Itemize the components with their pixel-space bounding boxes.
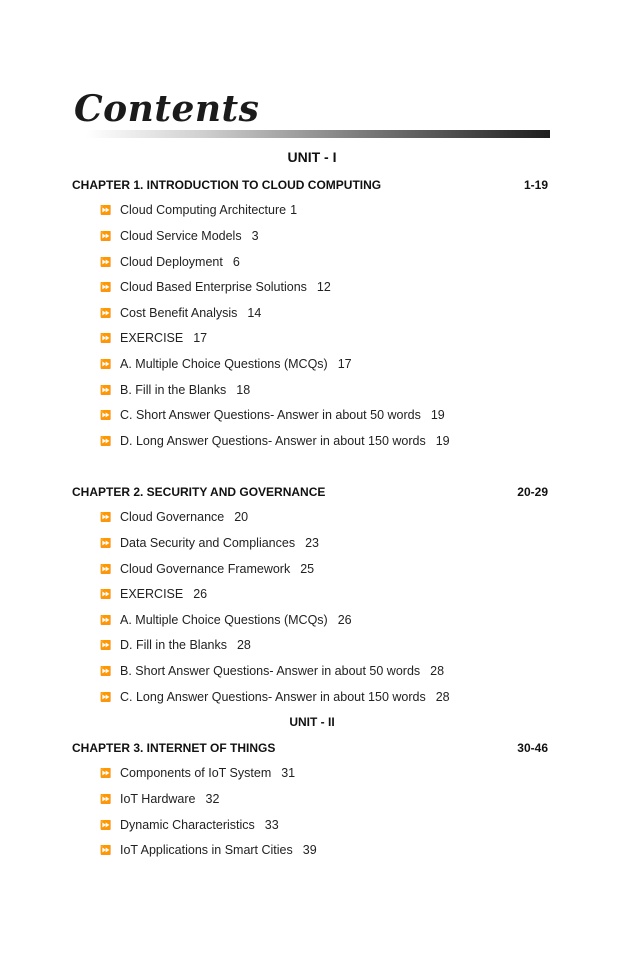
toc-item-page: 19 [435, 434, 450, 448]
toc-item [100, 843, 317, 861]
double-arrow-icon: ⏩ [100, 794, 112, 804]
toc-item [100, 306, 261, 324]
toc-item [100, 357, 352, 375]
toc-item-text: Data Security and Compliances [120, 536, 296, 550]
title-underline-bar [86, 130, 550, 138]
double-arrow-icon: ⏩ [100, 538, 112, 548]
toc-item-page: 19 [430, 408, 445, 422]
toc-item-text: Cloud Service Models [120, 229, 242, 243]
toc-item-text: Cloud Governance [120, 510, 225, 524]
toc-item [100, 203, 297, 221]
toc-item [100, 280, 331, 298]
toc-item-page: 26 [337, 613, 352, 627]
toc-item-text: Dynamic Characteristics [120, 818, 255, 832]
toc-item-page: 39 [302, 843, 317, 857]
toc-item [100, 510, 248, 528]
toc-item-text: Cloud Deployment [120, 255, 223, 269]
chapter-heading [72, 178, 548, 196]
double-arrow-icon: ⏩ [100, 436, 112, 446]
toc-item-page: 18 [236, 383, 251, 397]
chapter-title: CHAPTER 3. INTERNET OF THINGS [72, 741, 276, 755]
toc-item-text: B. Short Answer Questions- Answer in about 50 words [120, 664, 421, 678]
toc-item [100, 792, 219, 810]
double-arrow-icon: ⏩ [100, 845, 112, 855]
toc-item-page: 12 [316, 280, 331, 294]
double-arrow-icon: ⏩ [100, 205, 112, 215]
unit-heading: UNIT - I [287, 149, 337, 165]
chapter-page-range: 20-29 [517, 485, 548, 499]
toc-item [100, 255, 240, 273]
toc-item-text: IoT Hardware [120, 792, 196, 806]
toc-item-text: D. Fill in the Blanks [120, 638, 227, 652]
toc-item-text: Components of IoT System [120, 766, 272, 780]
toc-item [100, 690, 450, 708]
toc-item [100, 638, 251, 656]
toc-item-text: C. Long Answer Questions- Answer in about 150 words [120, 690, 426, 704]
toc-item-page: 28 [435, 690, 450, 704]
double-arrow-icon: ⏩ [100, 692, 112, 702]
double-arrow-icon: ⏩ [100, 820, 112, 830]
toc-item-page: 28 [236, 638, 251, 652]
toc-item-page: 6 [232, 255, 240, 269]
double-arrow-icon: ⏩ [100, 640, 112, 650]
toc-item-page: 32 [205, 792, 220, 806]
toc-item-text: Cost Benefit Analysis [120, 306, 238, 320]
chapter-heading [72, 485, 548, 503]
double-arrow-icon: ⏩ [100, 385, 112, 395]
toc-item-text: Cloud Governance Framework [120, 562, 291, 576]
double-arrow-icon: ⏩ [100, 308, 112, 318]
chapter-title: CHAPTER 2. SECURITY AND GOVERNANCE [72, 485, 326, 499]
toc-item-text: C. Short Answer Questions- Answer in about 50 words [120, 408, 421, 422]
toc-item [100, 766, 295, 784]
double-arrow-icon: ⏩ [100, 257, 112, 267]
double-arrow-icon: ⏩ [100, 512, 112, 522]
toc-item-text: EXERCISE [120, 331, 184, 345]
chapter-heading [72, 741, 548, 759]
double-arrow-icon: ⏩ [100, 666, 112, 676]
toc-item-text: B. Fill in the Blanks [120, 383, 227, 397]
double-arrow-icon: ⏩ [100, 410, 112, 420]
toc-item-page: 20 [234, 510, 249, 524]
toc-item [100, 562, 314, 580]
double-arrow-icon: ⏩ [100, 615, 112, 625]
toc-item [100, 818, 279, 836]
toc-item-page: 14 [247, 306, 262, 320]
toc-item-text: Cloud Based Enterprise Solutions [120, 280, 307, 294]
toc-item [100, 664, 444, 682]
toc-item [100, 229, 259, 247]
toc-item [100, 331, 207, 349]
double-arrow-icon: ⏩ [100, 333, 112, 343]
toc-item-page: 23 [305, 536, 319, 550]
contents-title: Contents [74, 88, 260, 130]
toc-item-page: 33 [264, 818, 279, 832]
toc-item-text: A. Multiple Choice Questions (MCQs) [120, 357, 328, 371]
toc-item-page: 28 [430, 664, 445, 678]
double-arrow-icon: ⏩ [100, 231, 112, 241]
toc-item-page: 3 [251, 229, 259, 243]
chapter-title: CHAPTER 1. INTRODUCTION TO CLOUD COMPUTING [72, 178, 382, 192]
toc-item-page: 25 [300, 562, 315, 576]
toc-item-page: 26 [193, 587, 208, 601]
double-arrow-icon: ⏩ [100, 359, 112, 369]
toc-item-text: EXERCISE [120, 587, 184, 601]
unit-heading: UNIT - II [289, 715, 335, 729]
toc-item-text: D. Long Answer Questions- Answer in about 150 words [120, 434, 426, 448]
double-arrow-icon: ⏩ [100, 282, 112, 292]
toc-item [100, 613, 352, 631]
toc-item-text: Cloud Computing Architecture [120, 203, 287, 217]
chapter-page-range: 1-19 [523, 178, 548, 192]
toc-item [100, 408, 445, 426]
double-arrow-icon: ⏩ [100, 589, 112, 599]
double-arrow-icon: ⏩ [100, 564, 112, 574]
chapter-page-range: 30-46 [517, 741, 548, 755]
toc-item-page: 31 [281, 766, 296, 780]
toc-item [100, 587, 207, 605]
toc-item-page: 1 [290, 203, 298, 217]
double-arrow-icon: ⏩ [100, 768, 112, 778]
toc-item-text: IoT Applications in Smart Cities [120, 843, 293, 857]
toc-item-page: 17 [337, 357, 352, 371]
toc-item-text: A. Multiple Choice Questions (MCQs) [120, 613, 328, 627]
toc-item [100, 383, 250, 401]
toc-item-page: 17 [193, 331, 208, 345]
toc-item [100, 536, 319, 554]
toc-item [100, 434, 450, 452]
